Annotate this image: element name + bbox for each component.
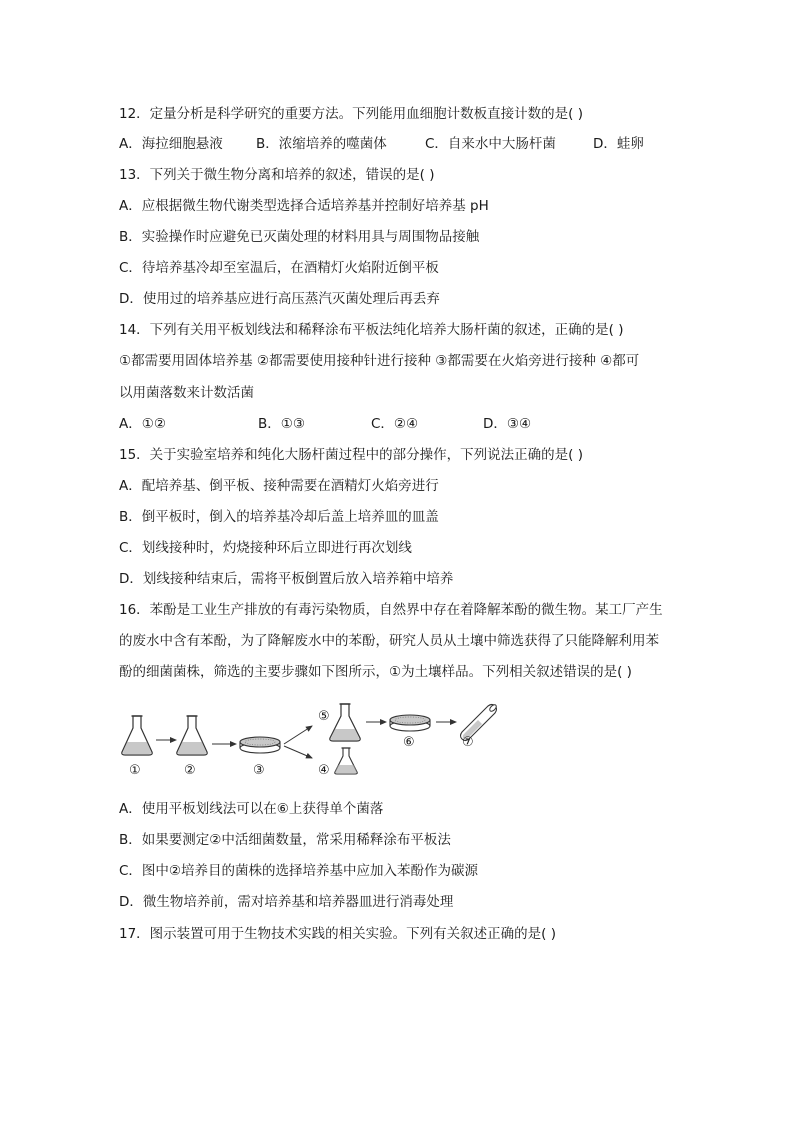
arrow-3-5 [284, 726, 312, 744]
q12-option-a: A．海拉细胞悬液 [119, 136, 223, 152]
q16-stem-line1: 16．苯酚是工业生产排放的有毒污染物质，自然界中存在着降解苯酚的微生物。某工厂产生 [119, 602, 663, 618]
screening-steps-figure [116, 698, 516, 780]
q14-statements-line1: ①都需要用固体培养基 ②都需要使用接种针进行接种 ③都需要在火焰旁进行接种 ④都可 [119, 353, 640, 369]
flask-5-icon [330, 704, 360, 741]
q13-option-a: A．应根据微生物代谢类型选择合适培养基并控制好培养基 pH [119, 198, 489, 214]
figure-label-1: ① [129, 763, 141, 778]
q12-option-b: B．浓缩培养的噬菌体 [256, 136, 387, 152]
figure-label-4: ④ [318, 763, 330, 778]
q16-option-a: A．使用平板划线法可以在⑥上获得单个菌落 [119, 801, 384, 817]
q16-stem-line2: 的废水中含有苯酚，为了降解废水中的苯酚，研究人员从土壤中筛选获得了只能降解利用苯 [119, 633, 659, 649]
arrow-3-4 [284, 746, 312, 758]
q14-options [119, 415, 579, 433]
q14-option-c: C．②④ [371, 416, 419, 432]
q15-option-a: A．配培养基、倒平板、接种需要在酒精灯火焰旁进行 [119, 478, 439, 494]
q14-option-d: D．③④ [483, 416, 532, 432]
q16-option-d: D．微生物培养前，需对培养基和培养器皿进行消毒处理 [119, 894, 454, 910]
q12-option-d: D．蛙卵 [593, 136, 644, 152]
q13-stem: 13．下列关于微生物分离和培养的叙述，错误的是( ) [119, 167, 435, 183]
q16-option-c: C．图中②培养目的菌株的选择培养基中应加入苯酚作为碳源 [119, 863, 479, 879]
flask-2-icon [177, 716, 207, 755]
q15-option-b: B．倒平板时，倒入的培养基冷却后盖上培养皿的皿盖 [119, 509, 439, 525]
q13-option-c: C．待培养基冷却至室温后，在酒精灯火焰附近倒平板 [119, 260, 439, 276]
figure-label-3: ③ [253, 763, 265, 778]
figure-label-7: ⑦ [462, 735, 474, 750]
q12-option-c: C．自来水中大肠杆菌 [425, 136, 556, 152]
q16-stem-line3: 酚的细菌菌株，筛选的主要步骤如下图所示，①为土壤样品。下列相关叙述错误的是( ) [119, 664, 632, 680]
petri-dish-3-icon [240, 737, 280, 753]
q12-options [119, 135, 679, 153]
q15-option-c: C．划线接种时，灼烧接种环后立即进行再次划线 [119, 540, 412, 556]
figure-label-5: ⑤ [318, 709, 330, 724]
petri-dish-6-icon [390, 715, 430, 731]
figure-label-2: ② [184, 763, 196, 778]
q16-option-b: B．如果要测定②中活细菌数量，常采用稀释涂布平板法 [119, 832, 451, 848]
q15-stem: 15．关于实验室培养和纯化大肠杆菌过程中的部分操作，下列说法正确的是( ) [119, 447, 584, 463]
q13-option-d: D．使用过的培养基应进行高压蒸汽灭菌处理后再丢弃 [119, 291, 440, 307]
figure-label-6: ⑥ [403, 735, 415, 750]
q14-stem: 14．下列有关用平板划线法和稀释涂布平板法纯化培养大肠杆菌的叙述，正确的是( ) [119, 322, 624, 338]
flask-4-icon [335, 748, 358, 774]
q17-stem: 17．图示装置可用于生物技术实践的相关实验。下列有关叙述正确的是( ) [119, 926, 557, 942]
q14-statements-line2: 以用菌落数来计数活菌 [119, 385, 254, 401]
q14-option-b: B．①③ [258, 416, 305, 432]
flask-1-icon [122, 716, 152, 755]
q14-option-a: A．①② [119, 416, 166, 432]
q15-option-d: D．划线接种结束后，需将平板倒置后放入培养箱中培养 [119, 571, 454, 587]
q13-option-b: B．实验操作时应避免已灭菌处理的材料用具与周围物品接触 [119, 229, 480, 245]
q12-stem: 12．定量分析是科学研究的重要方法。下列能用血细胞计数板直接计数的是( ) [119, 106, 584, 122]
